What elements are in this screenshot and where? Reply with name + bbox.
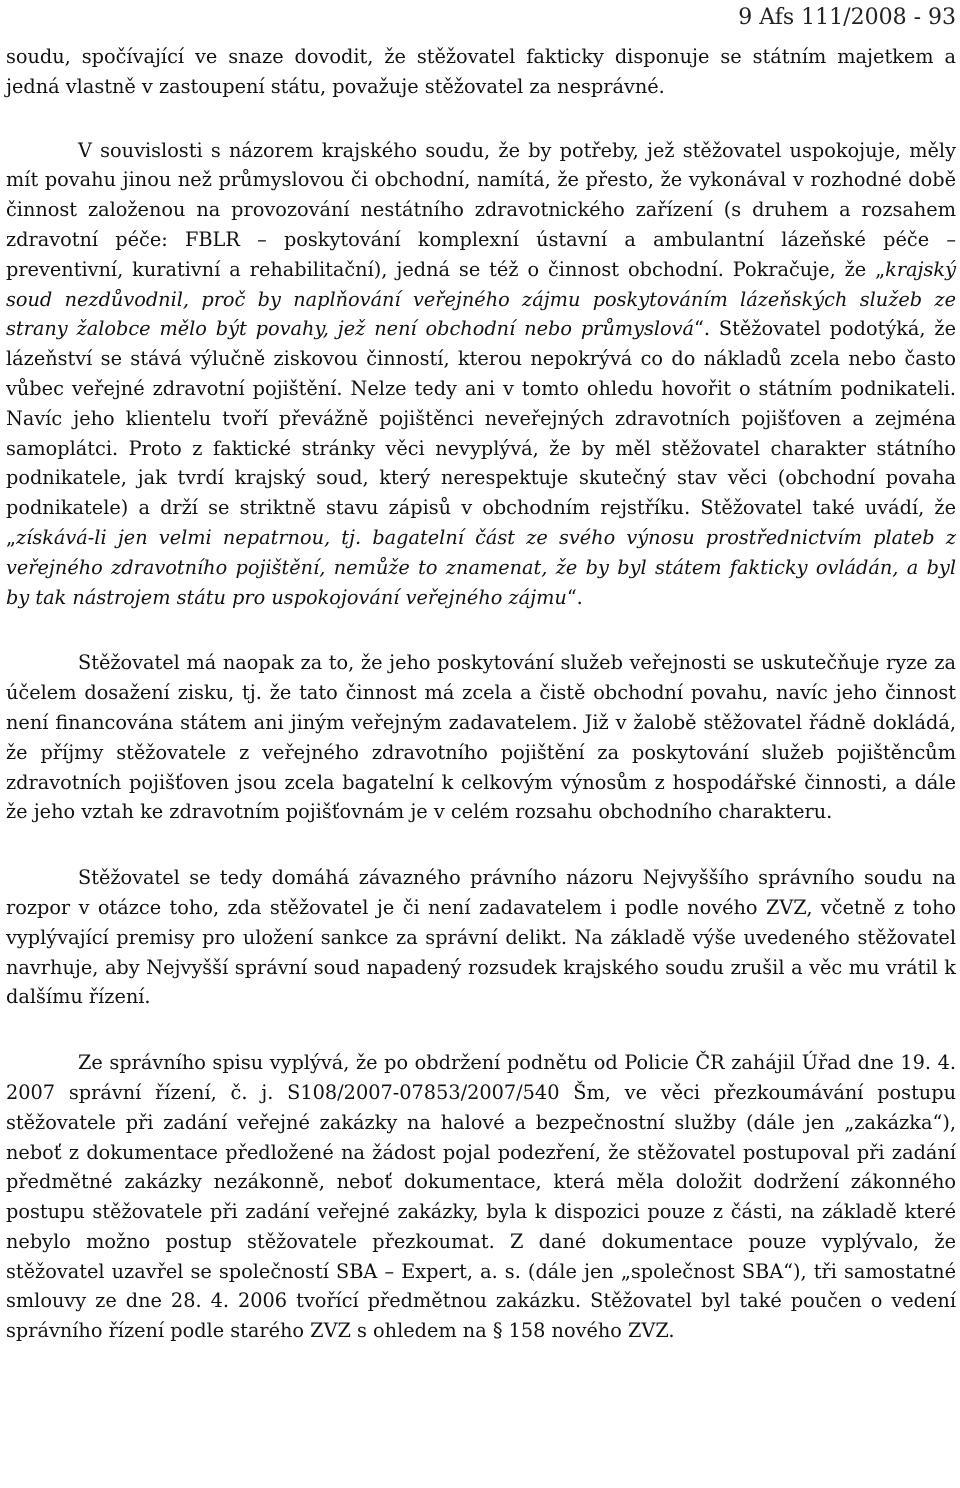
- document-page: [6, 0, 956, 1346]
- case-number-header: 9 Afs 111/2008 - 93: [738, 5, 956, 30]
- text-run: “. Stěžovatel podotýká, že lázeňství se stává výlučně ziskovou činností, kterou nepokrývá co do nákladů zcela nebo často vůbec veřejné zdravotní pojištění. Nelze tedy ani v tomto ohledu hovořit o státním podnikateli. Navíc jeho klientelu tvoří převážně pojištěnci neveřejných zdravotních pojišťoven a zejména samoplátci. Proto z faktické stránky věci nevyplývá, že by měl stěžovatel charakter státního podnikatele, jak tvrdí krajský soud, který nerespektuje skutečný stav věci (obchodní povaha podnikatele) a drží se striktně stavu zápisů v obchodním rejstříku. Stěžovatel také uvádí, že „: [6, 317, 956, 549]
- paragraph-5: [6, 1048, 956, 1346]
- text-run: Stěžovatel se tedy domáhá závazného právního názoru Nejvyššího správního soudu na rozpor v otázce toho, zda stěžovatel je či není zadavatelem i podle nového ZVZ, včetně z toho vyplývající premisy pro uložení sankce za správní delikt. Na základě výše uvedeného stěžovatel navrhuje, aby Nejvyšší správní soud napadený rozsudek krajského soudu zrušil a věc mu vrátil k dalšímu řízení.: [6, 866, 956, 1009]
- quoted-text: krajský soud nezdůvodnil, proč by naplňování veřejného zájmu poskytováním lázeňských služeb ze strany žalobce mělo být povahy, jež není obchodní nebo průmyslová: [6, 257, 956, 341]
- text-run: V souvislosti s názorem krajského soudu, že by potřeby, jež stěžovatel uspokojuje, měly mít povahu jinou než průmyslovou či obchodní, namítá, že přesto, že vykonával v rozhodné době činnost založenou na provozování nestátního zdravotnického zařízení (s druhem a rozsahem zdravotní péče: FBLR – poskytování komplexní ústavní a ambulantní lázeňské péče – preventivní, kurativní a rehabilitační), jedná se též o činnost obchodní. Pokračuje, že „: [6, 138, 956, 281]
- paragraph-1: [6, 42, 956, 102]
- paragraph-3: [6, 648, 956, 827]
- text-run: soudu, spočívající ve snaze dovodit, že stěžovatel fakticky disponuje se státním majetkem a jedná vlastně v zastoupení státu, považuje stěžovatel za nesprávné.: [6, 45, 956, 98]
- text-run: “.: [566, 585, 583, 609]
- text-run: Ze správního spisu vyplývá, že po obdržení podnětu od Policie ČR zahájil Úřad dne 19. 4. 2007 správní řízení, č. j. S108/2007-07853/2007/540 Šm, ve věci přezkoumávání postupu stěžovatele při zadání veřejné zakázky na halové a bezpečnostní služby (dále jen „zakázka“), neboť z dokumentace předložené na žádost pojal podezření, že stěžovatel postupoval při zadání předmětné zakázky nezákonně, neboť dokumentace, která měla doložit dodržení zákonného postupu stěžovatele při zadání veřejné zakázky, byla k dispozici pouze z části, na základě které nebylo možno postup stěžovatele přezkoumat. Z dané dokumentace pouze vyplývalo, že stěžovatel uzavřel se společností SBA – Expert, a. s. (dále jen „společnost SBA“), tři samostatné smlouvy ze dne 28. 4. 2006 tvořící předmětnou zakázku. Stěžovatel byl také poučen o vedení správního řízení podle starého ZVZ s ohledem na § 158 nového ZVZ.: [6, 1051, 956, 1343]
- paragraph-4: [6, 863, 956, 1012]
- quoted-text: získává-li jen velmi nepatrnou, tj. bagatelní část ze svého výnosu prostřednictvím plateb z veřejného zdravotního pojištění, nemůže to znamenat, že by byl státem fakticky ovládán, a byl by tak nástrojem státu pro uspokojování veřejného zájmu: [6, 525, 956, 609]
- paragraph-2: [6, 136, 956, 613]
- text-run: Stěžovatel má naopak za to, že jeho poskytování služeb veřejnosti se uskutečňuje ryze za účelem dosažení zisku, tj. že tato činnost má zcela a čistě obchodní povahu, navíc jeho činnost není financována státem ani jiným veřejným zadavatelem. Již v žalobě stěžovatel řádně dokládá, že příjmy stěžovatele z veřejného zdravotního pojištění za poskytování služeb pojištěncům zdravotních pojišťoven jsou zcela bagatelní k celkovým výnosům z hospodářské činnosti, a dále že jeho vztah ke zdravotním pojišťovnám je v celém rozsahu obchodního charakteru.: [6, 651, 956, 824]
